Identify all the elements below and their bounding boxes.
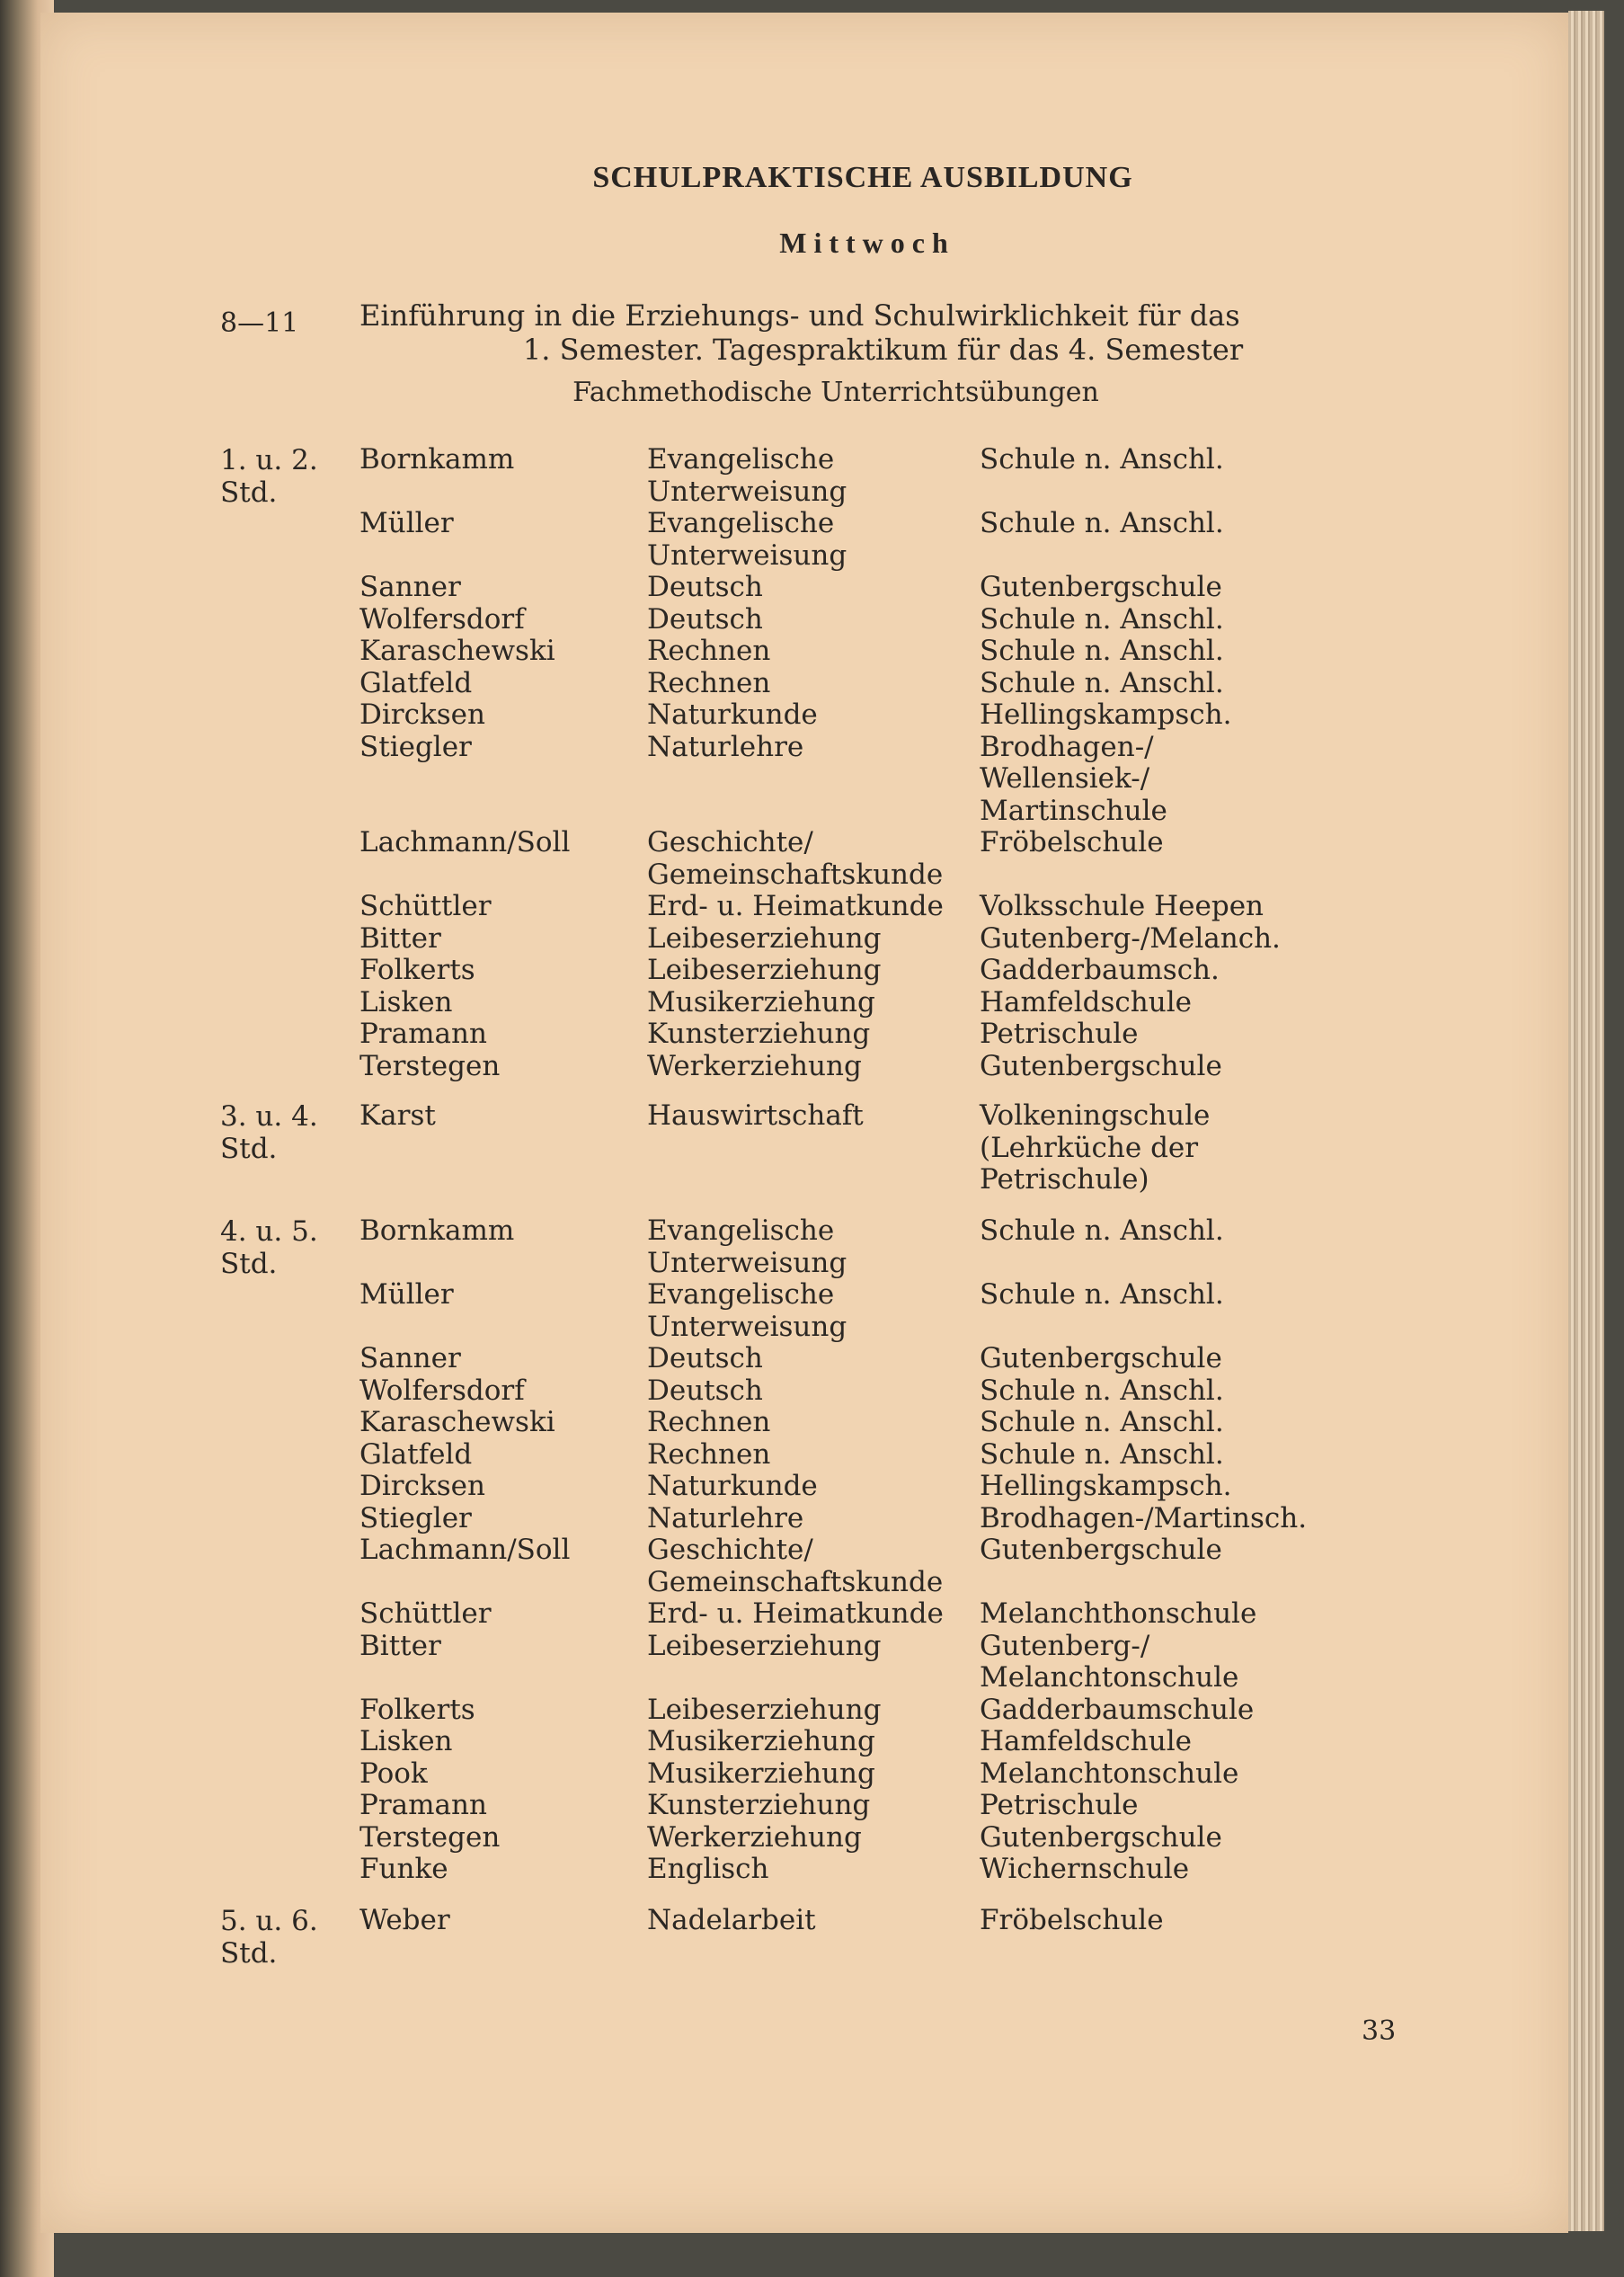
subject: Leibeserziehung <box>647 954 882 986</box>
table-row <box>40 636 1568 668</box>
subject: Deutsch <box>647 1374 763 1407</box>
subject: Naturlehre <box>647 1501 804 1534</box>
table-row <box>40 955 1568 987</box>
subject: Naturkunde <box>647 698 818 731</box>
intro-text <box>359 298 1407 367</box>
subject: Musikerziehung <box>647 985 875 1018</box>
subject: Musikerziehung <box>647 1725 875 1757</box>
table-row <box>40 1279 1568 1343</box>
school: Hamfeldschule <box>980 1725 1192 1757</box>
teacher-name: Stiegler <box>359 1501 472 1534</box>
school: Gutenbergschule <box>980 1049 1222 1082</box>
school: Schule n. Anschl. <box>980 1406 1224 1438</box>
table-row <box>40 1631 1568 1694</box>
teacher-name: Lachmann/Soll <box>359 1534 571 1566</box>
subject: Werkerziehung <box>647 1049 862 1082</box>
teacher-name: Glatfeld <box>359 1437 473 1471</box>
teacher-name: Lachmann/Soll <box>359 826 571 858</box>
table-row <box>40 1375 1568 1408</box>
table-row <box>40 1100 1568 1196</box>
subject: Evangelische Unterweisung <box>647 1278 847 1343</box>
teacher-name: Bitter <box>359 1629 441 1662</box>
teacher-name: Karaschewski <box>359 635 555 667</box>
time-slot-label: 4. u. 5. Std. <box>220 1215 318 1280</box>
table-row <box>40 668 1568 700</box>
intro-text-line2: 1. Semester. Tagespraktikum für das 4. Semester <box>522 333 1244 367</box>
subject: Leibeserziehung <box>647 1693 882 1726</box>
school: Petrischule <box>980 1789 1139 1821</box>
table-row <box>40 444 1568 508</box>
school: Schule n. Anschl. <box>980 602 1224 636</box>
teacher-name: Terstegen <box>359 1820 501 1854</box>
subject: Evangelische Unterweisung <box>647 507 847 572</box>
teacher-name: Schüttler <box>359 1597 492 1630</box>
teacher-name: Lisken <box>359 985 453 1018</box>
teacher-name: Müller <box>359 1278 454 1311</box>
subject: Leibeserziehung <box>647 921 882 955</box>
subject: Leibeserziehung <box>647 1629 882 1662</box>
teacher-name: Weber <box>359 1904 450 1936</box>
table-row <box>40 1694 1568 1727</box>
table-row <box>40 604 1568 636</box>
school: Gutenberg-/ Melanchtonschule <box>980 1629 1239 1694</box>
table-row <box>40 1534 1568 1598</box>
teacher-name: Bornkamm <box>359 443 515 476</box>
intro-text-line1: Einführung in die Erziehungs- und Schulwirklichkeit für das <box>359 298 1240 333</box>
teacher-name: Lisken <box>359 1725 453 1757</box>
table-row <box>40 1471 1568 1503</box>
teacher-name: Glatfeld <box>359 666 473 699</box>
school: Gutenbergschule <box>980 1820 1222 1854</box>
subject: Deutsch <box>647 602 763 636</box>
teacher-name: Dircksen <box>359 698 485 731</box>
page-stack-edges <box>1568 11 1604 2231</box>
table-row <box>40 1503 1568 1535</box>
table-row <box>40 1018 1568 1051</box>
school: Schule n. Anschl. <box>980 1278 1224 1311</box>
teacher-name: Pramann <box>359 1018 487 1050</box>
time-slot-label: 5. u. 6. Std. <box>220 1905 318 1970</box>
teacher-name: Schüttler <box>359 890 492 922</box>
subject: Deutsch <box>647 1342 763 1374</box>
school: Volksschule Heepen <box>980 890 1265 922</box>
table-row <box>40 1726 1568 1758</box>
school: Gutenbergschule <box>980 571 1222 603</box>
teacher-name: Funke <box>359 1853 448 1885</box>
school: Gadderbaumsch. <box>980 954 1220 986</box>
school: Fröbelschule <box>980 1904 1164 1936</box>
school: Brodhagen-/Martinsch. <box>980 1501 1308 1534</box>
subject: Geschichte/ Gemeinschaftskunde <box>647 826 944 891</box>
table-row <box>40 891 1568 923</box>
school: Melanchtonschule <box>980 1757 1239 1790</box>
table-row <box>40 1215 1568 1279</box>
school: Schule n. Anschl. <box>980 1214 1224 1247</box>
school: Gutenberg-/Melanch. <box>980 921 1281 955</box>
subject: Naturlehre <box>647 730 804 763</box>
table-row <box>40 1407 1568 1439</box>
document-page <box>40 13 1568 2233</box>
school: Hellingskampsch. <box>980 698 1232 731</box>
subject: Geschichte/ Gemeinschaftskunde <box>647 1534 944 1598</box>
day-heading: Mittwoch <box>779 227 955 259</box>
subject: Rechnen <box>647 666 771 699</box>
teacher-name: Wolfersdorf <box>359 602 525 636</box>
school: Gutenbergschule <box>980 1342 1222 1374</box>
subject: Evangelische Unterweisung <box>647 443 847 508</box>
school: Petrischule <box>980 1018 1139 1050</box>
page-number: 33 <box>1362 2015 1397 2047</box>
subject: Englisch <box>647 1853 769 1885</box>
table-row <box>40 1854 1568 1886</box>
subject: Werkerziehung <box>647 1820 862 1854</box>
table-row <box>40 572 1568 604</box>
subject: Rechnen <box>647 1406 771 1438</box>
table-row <box>40 732 1568 828</box>
school: Schule n. Anschl. <box>980 443 1224 476</box>
table-row <box>40 1343 1568 1375</box>
subject: Naturkunde <box>647 1470 818 1502</box>
table-row <box>40 923 1568 956</box>
subject: Musikerziehung <box>647 1757 875 1790</box>
subject: Deutsch <box>647 571 763 603</box>
time-slot-label: 1. u. 2. Std. <box>220 444 318 509</box>
school: Gadderbaumschule <box>980 1693 1255 1726</box>
table-row <box>40 827 1568 891</box>
teacher-name: Folkerts <box>359 954 475 986</box>
teacher-name: Bornkamm <box>359 1214 515 1247</box>
teacher-name: Müller <box>359 507 454 539</box>
table-row <box>40 1905 1568 1937</box>
subject: Evangelische Unterweisung <box>647 1214 847 1279</box>
table-row <box>40 699 1568 732</box>
teacher-name: Folkerts <box>359 1693 475 1726</box>
subject: Rechnen <box>647 1437 771 1471</box>
school: Hamfeldschule <box>980 985 1192 1018</box>
school: Gutenbergschule <box>980 1534 1222 1566</box>
teacher-name: Sanner <box>359 1342 461 1374</box>
school: Fröbelschule <box>980 826 1164 858</box>
table-row <box>40 1758 1568 1791</box>
school: Volkeningschule (Lehrküche der Petrischule) <box>980 1099 1211 1196</box>
teacher-name: Pramann <box>359 1789 487 1821</box>
subject: Kunsterziehung <box>647 1018 871 1050</box>
subject: Rechnen <box>647 635 771 667</box>
table-row <box>40 1790 1568 1822</box>
teacher-name: Pook <box>359 1757 428 1790</box>
teacher-name: Stiegler <box>359 730 472 763</box>
section-subheading: Fachmethodische Unterrichtsübungen <box>572 377 1099 408</box>
page-title: SCHULPRAKTISCHE AUSBILDUNG <box>592 161 1133 194</box>
table-row <box>40 1598 1568 1631</box>
table-row <box>40 1822 1568 1855</box>
school: Schule n. Anschl. <box>980 1437 1224 1471</box>
school: Brodhagen-/ Wellensiek-/ Martinschule <box>980 730 1167 827</box>
intro-time: 8—11 <box>220 307 299 339</box>
school: Wichernschule <box>980 1853 1190 1885</box>
teacher-name: Wolfersdorf <box>359 1374 525 1407</box>
school: Schule n. Anschl. <box>980 666 1224 699</box>
teacher-name: Sanner <box>359 571 461 603</box>
school: Hellingskampsch. <box>980 1470 1232 1502</box>
subject: Kunsterziehung <box>647 1789 871 1821</box>
subject: Nadelarbeit <box>647 1904 816 1936</box>
teacher-name: Terstegen <box>359 1049 501 1082</box>
time-slot-label: 3. u. 4. Std. <box>220 1100 318 1165</box>
teacher-name: Karst <box>359 1099 436 1132</box>
table-row <box>40 1439 1568 1472</box>
table-row <box>40 508 1568 572</box>
school: Schule n. Anschl. <box>980 1374 1224 1407</box>
teacher-name: Bitter <box>359 921 441 955</box>
subject: Erd- u. Heimatkunde <box>647 1597 944 1630</box>
teacher-name: Dircksen <box>359 1470 485 1502</box>
teacher-name: Karaschewski <box>359 1406 555 1438</box>
subject: Erd- u. Heimatkunde <box>647 890 944 922</box>
school: Melanchthonschule <box>980 1597 1257 1630</box>
school: Schule n. Anschl. <box>980 507 1224 539</box>
school: Schule n. Anschl. <box>980 635 1224 667</box>
table-row <box>40 1051 1568 1083</box>
subject: Hauswirtschaft <box>647 1099 864 1132</box>
table-row <box>40 987 1568 1019</box>
